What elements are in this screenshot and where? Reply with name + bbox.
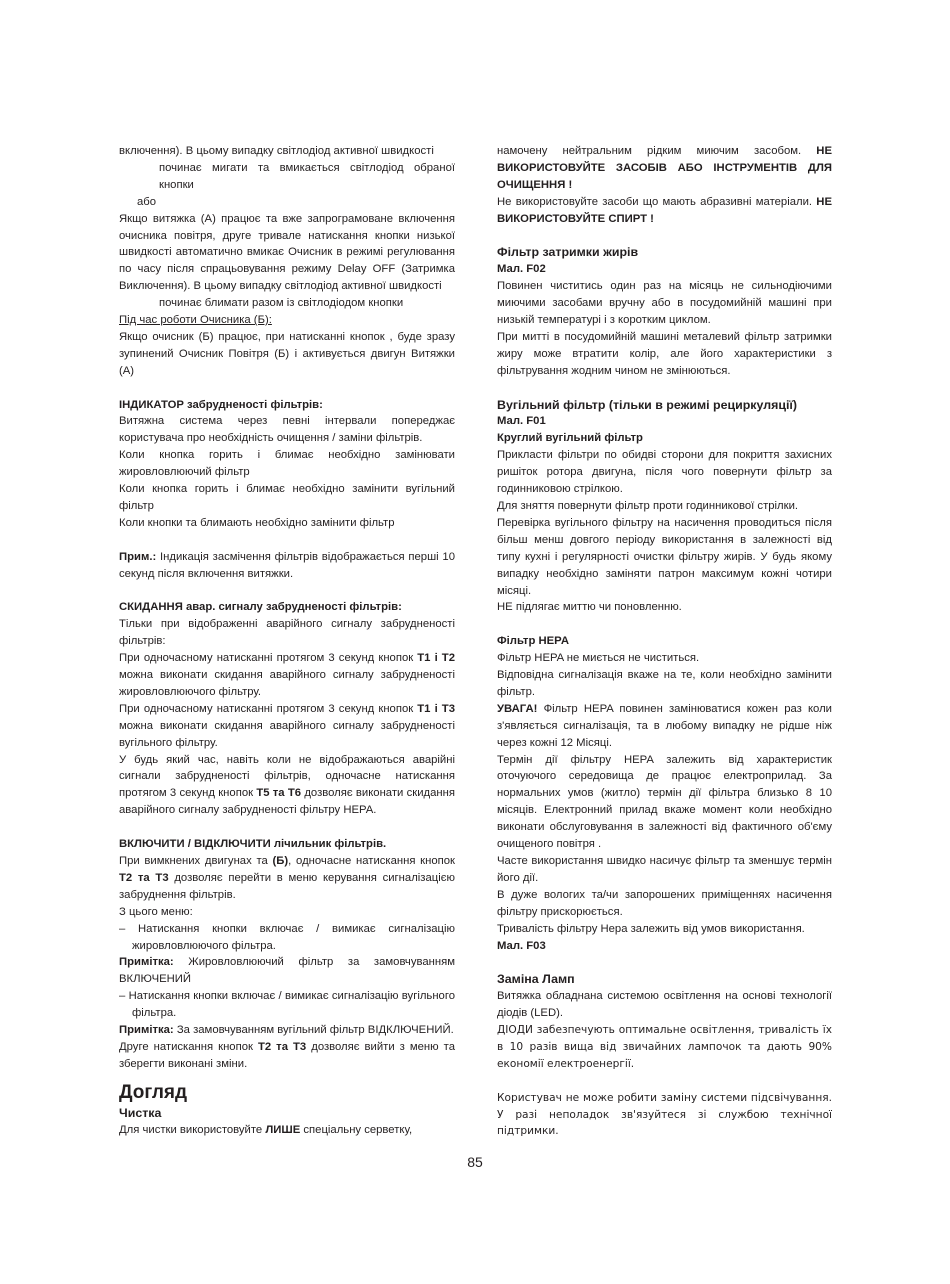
heading-hepa-filter: Фільтр HEPA [497,635,570,648]
text-hepa-1: Фільтр HEPA не миється не чиститься. [497,652,700,665]
text-hepa-4: Термін дії фільтру HEPA залежить від характеристик оточуючого середовища де працює електроприлад. За нормальних умов (житло) термін дії фільтра близько 8 10 місяців. Електронний прилад вкаже момент коли необхідно виконати обслуговування в залежності від фактичного об'єму очищеного повітря . [497,753,832,851]
text-carbon-1: Прикласти фільтри по обидві сторони для покриття захисних ришіток ротора двигуна, після чого повернути фільтр за годинниковою стрілкою. [497,449,832,496]
text-carbon-4: НЕ підлягає миттю чи поновленню. [497,601,682,614]
text-ind-2: Коли кнопка горить і блимає необхідно замінювати жировловлюючий фільтр [119,449,455,479]
heading-care: Догляд [119,1081,188,1103]
text-counter-1: При вимкнених двигунах та (Б), одночасне натискання кнопок T2 та T3 дозволяє перейти в меню керування сигналізацією забруднення фільтрів. [119,855,455,901]
heading-grease-filter: Фільтр затримки жирів [497,245,639,260]
section-title-cleaner-mode: Під час роботи Очисника (Б): [119,314,272,327]
text-p2b: починає блимати разом із світлодіодом кнопки [159,297,404,310]
text-lamp-2: ДІОДИ забезпечують оптимальне освітлення, тривалість їх в 10 разів вища від звичайних лампочок та дають 90% економії електроенергії. [497,1024,832,1070]
text-ind-1: Витяжна система через певні інтервали попереджає користувача про необхідність очищення / заміни фільтрів. [119,415,455,445]
right-column [497,143,832,1140]
figure-ref-f01: Мал. F01 [497,415,546,428]
text-reset-2: При одночасному натисканні протягом 3 секунд кнопок T1 і T2 можна виконати скидання аварійного сигналу забрудненості жировловлюючого фільтру. [119,652,455,698]
text-reset-4: У будь який час, навіть коли не відображаються аварійні сигнали забрудненості фільтрів, одночасне натискання протягом 3 секунд кнопок T5 та T6 дозволяє виконати скидання аварійного сигналу забрудненості фільтру HEPA. [119,753,455,817]
text-p2: Якщо витяжка (А) працює та вже запрограмоване включення очисника повітря, друге тривале натискання кнопки низької швидкості автоматично вмикає Очисник в режимі регулювання по часу після спрацьовування режиму Delay OFF (Затримка Виключення). В цьому випадку світлодіод активної швидкості [119,212,455,293]
text-hepa-7: Тривалість фільтру Нера залежить від умов використання. [497,922,805,935]
heading-carbon-filter: Вугільний фільтр (тільки в режимі рециркуляції) [497,397,798,412]
text-cleaning-1: Для чистки використовуйте ЛИШЕ спеціальну серветку, [119,1123,413,1136]
text-p1a: включення). В цьому випадку світлодіод активної швидкості [119,145,434,157]
page-number: 85 [467,1154,483,1170]
text-hepa-6: В дуже вологих та/чи запорошених приміщеннях насичення фільтру прискорюється. [497,888,832,918]
list-item-carbon-toggle: – Натискання кнопки включає / вимикає сигналізацію вугільного фільтра. [119,990,455,1020]
text-reset-1: Тільки при відображенні аварійного сигналу забрудненості фільтрів: [119,618,455,648]
text-ind-3: Коли кнопка горить і блимає необхідно замінити вугільний фільтр [119,483,455,513]
text-grease-1: Повинен чиститись один раз на місяць не сильнодіючими миючими засобами вручну або в посудомийній машині при низькій температурі і з коротким циклом. [497,280,832,327]
section-title-reset: СКИДАННЯ авар. сигналу забрудненості фільтрів: [119,601,402,614]
section-title-counter: ВКЛЮЧИТИ / ВІДКЛЮЧИТИ лічильник фільтрів. [119,838,387,851]
heading-cleaning: Чистка [119,1105,162,1120]
text-lamp-1: Витяжка обладнана системою освітлення на основі технології діодів (LED). [497,990,832,1020]
text-grease-2: При митті в посудомийній машині металевий фільтр затримки жиру може втратити колір, але його характеристики з фільтрування жодним чином не змінюються. [497,330,832,377]
text-hepa-3: УВАГА! Фільтр HEPA повинен замінюватися кожен раз коли з'являється сигналізація, та в любому випадку не рідше ніж через кожні 12 Місяці. [497,702,832,749]
heading-lamp-replacement: Заміна Ламп [497,972,575,987]
text-p3: Якщо очисник (Б) працює, при натисканні кнопок , буде зразу зупинений Очисник Повітря (Б) і активується двигун Витяжки (А) [119,330,455,377]
text-lamp-3: Користувач не може робити заміну системи підсвічування. У разі неполадок зв'язуйтеся зі службою технічної підтримки. [497,1091,832,1138]
left-column [119,143,455,1139]
note-carbon-default: Примітка: За замовчуванням вугільний фільтр ВІДКЛЮЧЕНИЙ. [119,1024,454,1037]
text-hepa-2: Відповідна сигналізація вкаже на те, коли необхідно замінити фільтр. [497,669,832,698]
subheading-round-carbon: Круглий вугільний фільтр [497,432,643,445]
section-title-indicator: ІНДИКАТОР забрудненості фільтрів: [119,398,323,411]
text-counter-2: З цього меню: [119,905,193,918]
list-item-grease-toggle: – Натискання кнопки включає / вимикає сигналізацію жировловлюючого фільтра. [119,922,455,952]
text-ind-4: Коли кнопки та блимають необхідно замінити фільтр [119,516,395,529]
text-carbon-3: Перевірка вугільного фільтру на насичення проводиться після більш менш довгого періоду використання в залежності від типу кухні і регулярності очистки фільтру жирів. У будь якому випадку необхідно заміняти патрон максимум кожні чотири місяці. [497,516,832,597]
text-hepa-5: Часте використання швидко насичує фільтр та зменшує термін його дії. [497,855,832,884]
text-p1b: починає мигати та вмикається світлодіод обраної кнопки [159,161,455,191]
text-cleaning-3: Не використовуйте засоби що мають абразивні матеріали. НЕ ВИКОРИСТОВУЙТЕ СПИРТ ! [497,195,832,225]
note-grease-default: Примітка: Жировловлюючий фільтр за замовчуванням ВКЛЮЧЕНИЙ [119,956,455,986]
figure-ref-f03: Мал. F03 [497,939,546,952]
text-reset-3: При одночасному натисканні протягом 3 секунд кнопок T1 і T3 можна виконати скидання аварійного сигналу забрудненості вугільного фільтру. [119,702,455,749]
figure-ref-f02: Мал. F02 [497,263,546,276]
note-indication: Прим.: Індикація засмічення фільтрів відображається перші 10 секунд після включення витяжки. [119,550,455,580]
text-cleaning-2: намочену нейтральним рідким миючим засобом. НЕ ВИКОРИСТОВУЙТЕ ЗАСОБІВ АБО ІНСТРУМЕНТІВ ДЛЯ ОЧИЩЕННЯ ! [497,145,832,191]
text-carbon-2: Для зняття повернути фільтр проти годинникової стрілки. [497,500,799,512]
text-p1c: або [137,195,157,208]
text-counter-exit: Друге натискання кнопок T2 та T3 дозволяє вийти з меню та зберегти виконані зміни. [119,1040,455,1070]
